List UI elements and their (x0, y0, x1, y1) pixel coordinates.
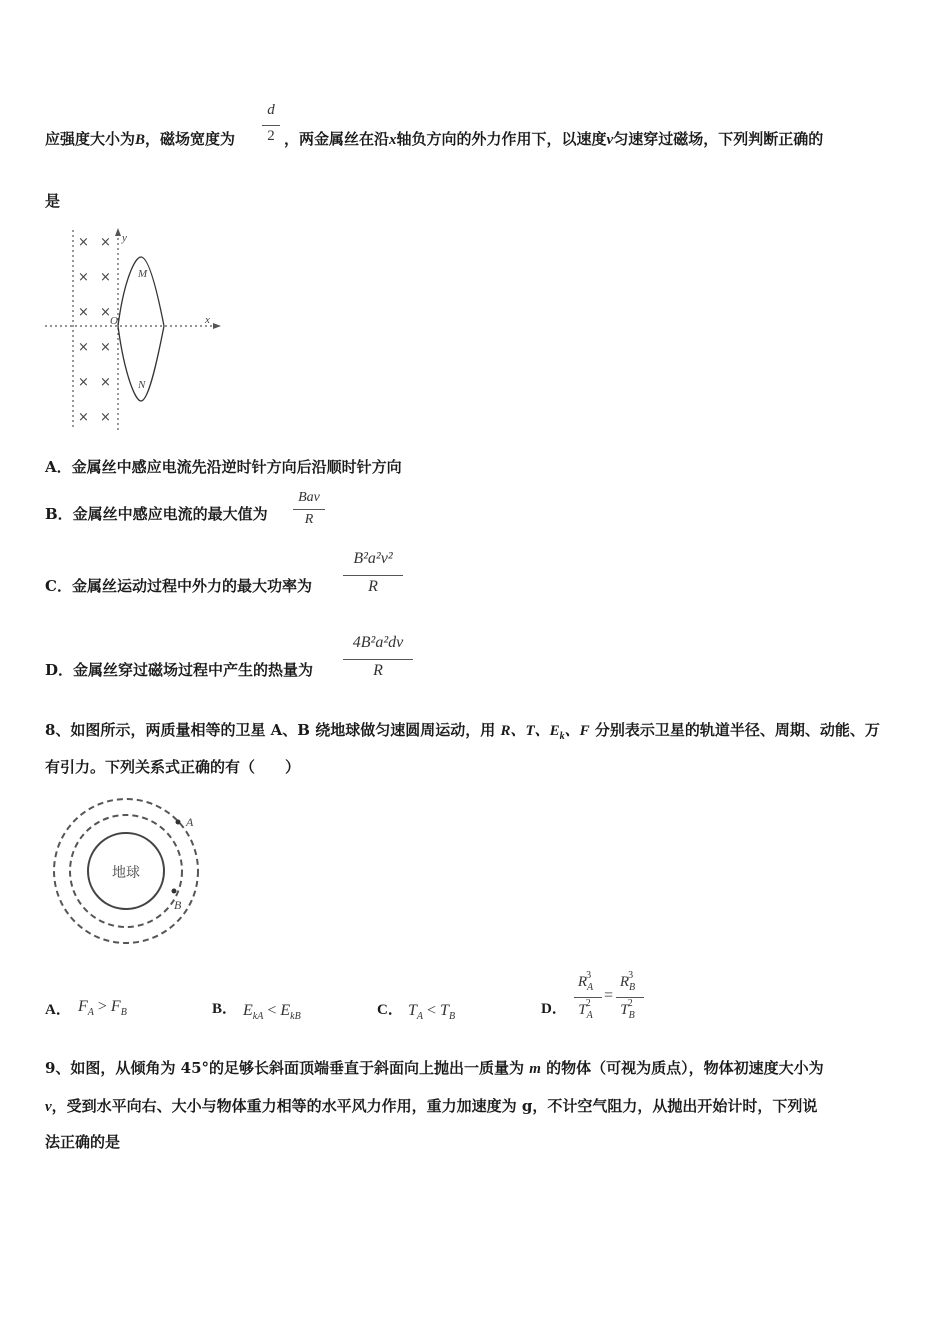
var-v: v (45, 1099, 52, 1115)
q9-text-2: 的物体（可视为质点），物体初速度大小为 (540, 1059, 824, 1077)
cross-mark: × (100, 305, 111, 320)
q7-stem-line2: 是 (45, 192, 61, 210)
option-label: C． (377, 1002, 403, 1018)
q8-sub-k: k (559, 731, 565, 742)
frac-denominator: R (368, 578, 378, 595)
var-v: v (606, 132, 614, 148)
label-y: y (122, 232, 127, 244)
q7-option-B[interactable]: B．金属丝中感应电流的最大值为 (45, 505, 268, 523)
fraction-B2a2v2-over-R (343, 550, 403, 600)
cross-mark: × (78, 235, 89, 250)
q7-stem-line1-rest (284, 128, 823, 149)
frac-denominator: R (373, 662, 383, 679)
earth-label: 地球 (112, 865, 140, 881)
q8-stem-line1 (45, 719, 880, 742)
q8-text-1: 8、如图所示，两质量相等的卫星 A、B 绕地球做匀速圆周运动，用 (45, 721, 501, 739)
fraction-Bav-over-R (293, 490, 325, 532)
q9-text-3: ，受到水平向右、大小与物体重力相等的水平风力作用，重力加速度为 g，不计空气阻力，从抛出开始计时，下列说 (51, 1097, 818, 1115)
q7-figure-magnetic-field (40, 225, 225, 435)
cross-mark: × (100, 410, 111, 425)
fraction-bar (293, 509, 325, 510)
cross-mark: × (100, 340, 111, 355)
label-N: N (138, 379, 146, 391)
q8-option-C[interactable] (377, 998, 403, 1019)
q7-option-A[interactable]: A．金属丝中感应电流先沿逆时针方向后沿顺时针方向 (45, 458, 402, 476)
y-axis-arrow (115, 228, 121, 236)
frac-numerator: d (267, 102, 275, 118)
var-B: B (135, 132, 146, 148)
q8-option-A-expr: $F_A > F_B$ (78, 998, 127, 1019)
q9-stem-line2 (45, 1095, 817, 1116)
cross-mark: × (100, 270, 111, 285)
label-x: x (205, 314, 210, 326)
fraction-d-over-2 (262, 102, 280, 150)
fraction-bar (343, 575, 403, 576)
field-crosses (78, 235, 111, 425)
q8-stem-line2: 有引力。下列关系式正确的有（ ） (45, 758, 301, 776)
q7-text-2: ，磁场宽度为 (145, 130, 236, 148)
q8-option-D-expr: $R_A^3$ $T_A^2$ = $R_B^3$ $T_B^2$ (574, 972, 646, 1026)
frac-denominator: R (304, 512, 314, 527)
q8-option-A[interactable] (45, 998, 71, 1019)
var-m: m (529, 1061, 541, 1077)
label-A: A (186, 815, 194, 829)
q7-text-4: 轴负方向的外力作用下，以速度 (396, 130, 607, 148)
q7-option-C[interactable]: C．金属丝运动过程中外力的最大功率为 (45, 577, 312, 595)
q7-stem-line1 (45, 128, 235, 149)
q7-text-1: 应强度大小为 (45, 130, 136, 148)
q9-stem-line1 (45, 1057, 824, 1078)
satellite-B (172, 889, 177, 894)
frac-numerator: Bav (298, 490, 320, 505)
q8-var-F: 、F (564, 723, 590, 739)
frac-numerator: B²a²v² (353, 550, 393, 567)
cross-mark: × (100, 235, 111, 250)
fraction-4B2a2dv-over-R (343, 634, 413, 684)
q8-option-C-expr: $T_A < T_B$ (408, 1002, 456, 1023)
x-axis-arrow (213, 323, 221, 329)
label-O: O (110, 315, 118, 327)
q9-stem-line3: 法正确的是 (45, 1133, 121, 1151)
option-label: D． (541, 1001, 567, 1017)
q8-vars: R、T、E (500, 723, 560, 739)
option-label: A． (45, 1002, 71, 1018)
q8-text-2: 分别表示卫星的轨道半径、周期、动能、万 (589, 721, 880, 739)
frac-numerator: 4B²a²dv (352, 634, 404, 651)
fraction-bar (343, 659, 413, 660)
q8-figure-orbits (50, 795, 210, 945)
q7-option-D[interactable]: D．金属丝穿过磁场过程中产生的热量为 (45, 661, 314, 679)
q7-text-5: 匀速穿过磁场，下列判断正确的 (613, 130, 824, 148)
fraction-bar (262, 125, 280, 126)
label-B: B (174, 898, 182, 912)
satellite-A (176, 820, 181, 825)
cross-mark: × (78, 410, 89, 425)
label-M: M (138, 268, 148, 280)
q8-option-B-expr: $E_{kA} < E_{kB}$ (243, 1002, 301, 1023)
cross-mark: × (78, 270, 89, 285)
q8-option-B[interactable] (212, 997, 237, 1018)
cross-mark: × (78, 305, 89, 320)
cross-mark: × (78, 375, 89, 390)
frac-denominator: 2 (267, 128, 275, 144)
var-x: x (389, 132, 397, 148)
q7-text-3: ，两金属丝在沿 (284, 130, 390, 148)
cross-mark: × (78, 340, 89, 355)
option-label: B． (212, 1001, 238, 1017)
cross-mark: × (100, 375, 111, 390)
q8-option-D[interactable] (541, 997, 567, 1018)
q9-text-1: 9、如图，从倾角为 45°的足够长斜面顶端垂直于斜面向上抛出一质量为 (45, 1059, 530, 1077)
